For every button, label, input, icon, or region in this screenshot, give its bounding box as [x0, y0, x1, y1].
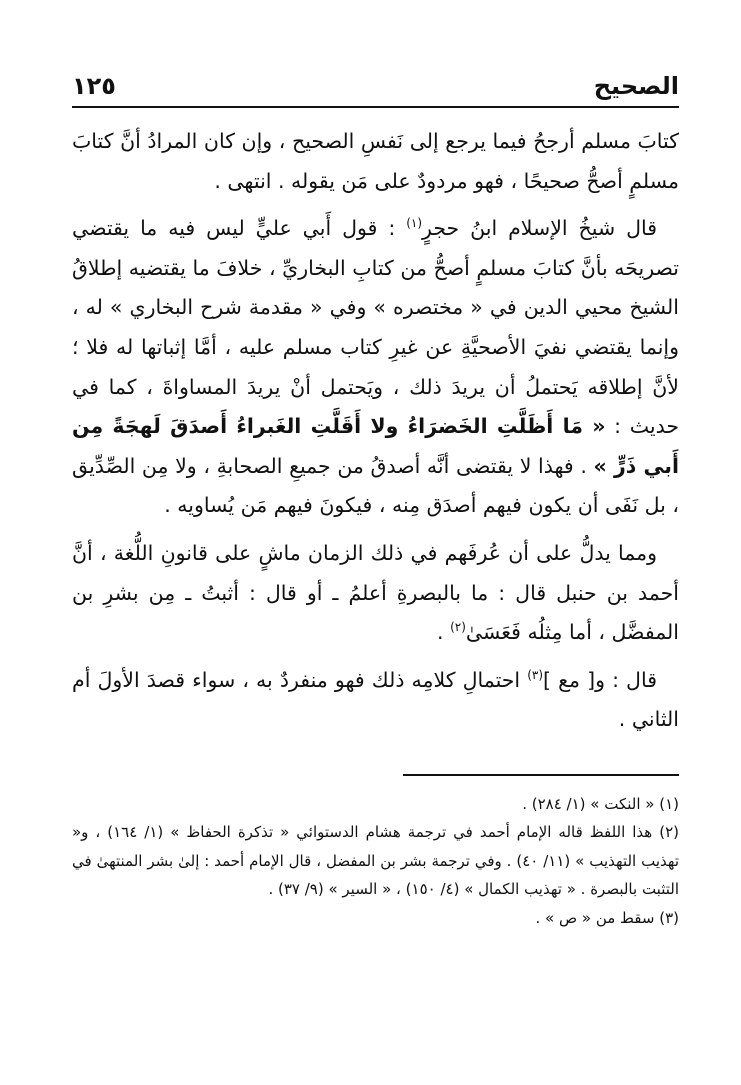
footnote-ref-3[interactable]: (٣): [527, 667, 544, 682]
paragraph-4-text-a: قال : و[ مع ]: [543, 667, 657, 692]
paragraph-4-text-b: احتمالِ كلامِه ذلك فهو منفردٌ به ، سواء قصدَ الأولَ أم الثاني .: [72, 667, 679, 732]
running-title: الصحيح: [593, 72, 679, 100]
footnote-divider: [403, 774, 679, 776]
book-page: [72, 60, 679, 1060]
footnotes: [72, 790, 679, 933]
footnote-3: (٣) سقط من « ص » .: [535, 908, 679, 927]
footnote-1: (١) « النكت » (١/ ٢٨٤) .: [522, 794, 679, 813]
main-text: [72, 122, 679, 740]
paragraph-3-text-a: ومما يدلُّ على أن عُرفَهم في ذلك الزمان ماشٍ على قانونِ اللُّغة ، أنَّ أحمد بن حنبل قال : ما بالبصرةِ أعلمُ ـ أو قال : أثبتُ ـ مِن بشرِ بن المفضَّل ، أما مِثلُه فَعَسَىٰ: [72, 540, 679, 645]
paragraph-2-text-a: قال شيخُ الإسلام ابنُ حجرٍ: [422, 216, 658, 241]
paragraph-1-text: كتابَ مسلم أرجحُ فيما يرجع إلى نَفسِ الصحيح ، وإن كان المرادُ أنَّ كتابَ مسلمٍ أصحُّ صحيحًا ، فهو مردودٌ على مَن يقوله . انتهى .: [72, 129, 679, 193]
paragraph-2-text-c: . فهذا لا يقتضى أنَّه أصدقُ من جميعِ الصحابةِ ، ولا مِن الصِّدِّيق ، بل نَفَى أن يكون فيهم أصدَق مِنه ، فيكونَ فيهم مَن يُساويه .: [72, 453, 679, 518]
footnote-ref-1[interactable]: (١): [406, 216, 423, 231]
paragraph-1: [72, 122, 679, 201]
paragraph-3: [72, 534, 679, 653]
hadith-quote: « مَا أَظَلَّتِ الخَضرَاءُ ولا أَقَلَّتِ الغَبراءُ أَصدَقَ لَهجَةً مِن أَبي ذَرٍّ »: [72, 414, 679, 478]
page-number: ١٢٥: [72, 72, 116, 100]
paragraph-2-text-b: : قول أَبي عليٍّ ليس فيه ما يقتضي تصريحَه بأنَّ كتابَ مسلمٍ أصحُّ من كتابِ البخاريِّ ، خلافَ ما يقتضيه إطلاقُ الشيخ محيي الدين في « مختصره » وفي « مقدمة شرح البخاري » له ، وإنما يقتضي نفيَ الأصحيَّةِ عن غيرِ كتاب مسلم عليه ، أمَّا إثباتها له فلا ؛ لأنَّ إطلاقه يَحتملُ أن يريدَ ذلك ، ويَحتمل أنْ يريدَ المساواةَ ، كما في حديث :: [72, 216, 679, 439]
footnote-2: (٢) هذا اللفظ قاله الإمام أحمد في ترجمة هشام الدستوائي « تذكرة الحفاظ » (١/ ١٦٤) ، و« تهذيب التهذيب » (١١/ ٤٠) . وفي ترجمة بشر بن المفضل ، قال الإمام أحمد : إلىٰ بشر المنتهىٰ في التثبت بالبصرة . « تهذيب الكمال » (٤/ ١٥٠) ، « السير » (٩/ ٣٧) .: [72, 823, 680, 899]
paragraph-4: [72, 661, 679, 740]
paragraph-3-text-b: .: [437, 620, 451, 645]
footnote-ref-2[interactable]: (٢): [450, 620, 466, 635]
paragraph-2: [72, 209, 679, 526]
page-header: [72, 60, 679, 108]
